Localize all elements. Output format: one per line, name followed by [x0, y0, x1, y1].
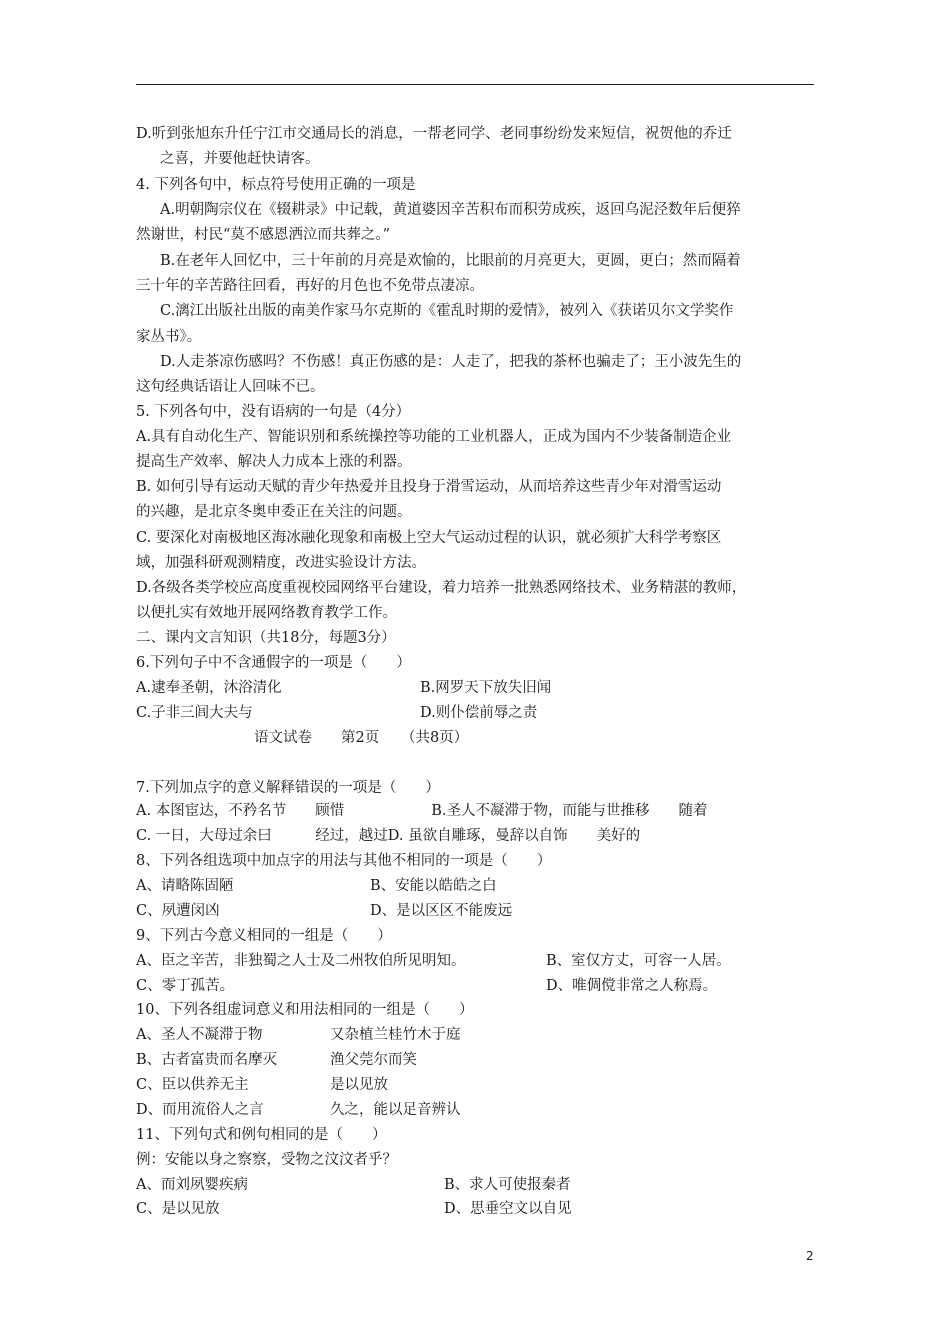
q9-option-b: B、室仅方丈，可容一人居。: [546, 953, 731, 969]
q6-option-d: D.则仆偿前辱之责: [420, 705, 538, 721]
q8-stem: 8、下列各组选项中加点字的用法与其他不相同的一项是（ ）: [136, 853, 552, 869]
q6-stem: 6.下列句子中不含通假字的一项是（ ）: [136, 655, 411, 671]
q5-option-d-line1: D.各级各类学校应高度重视校园网络平台建设，着力培养一批熟悉网络技术、业务精湛的教师，: [136, 580, 747, 596]
q4-option-a-line2: 然谢世，村民“莫不感恩洒泣而共葬之。”: [136, 227, 391, 243]
q5-option-c-line1: C. 要深化对南极地区海冰融化现象和南极上空大气运动过程的认识，就必须扩大科学考察区: [136, 530, 722, 546]
q4-option-b-line2: 三十年的辛苦路往回看，再好的月色也不免带点凄凉。: [136, 278, 484, 294]
q3-option-d-line1: D.听到张旭东升任宁江市交通局长的消息，一帮老同学、老同事纷纷发来短信，祝贺他的乔迁: [136, 126, 732, 142]
q4-option-b-line1: B.在老年人回忆中，三十年前的月亮是欢愉的，比眼前的月亮更大，更圆，更白；然而隔着: [160, 253, 741, 269]
header-rule: [136, 84, 814, 85]
q4-option-c-line2: 家丛书》。: [136, 329, 202, 345]
q8-option-b: B、安能以皓皓之白: [370, 878, 497, 894]
q4-option-c-line1: C.漓江出版社出版的南美作家马尔克斯的《霍乱时期的爱情》，被列入《获诺贝尔文学奖作: [160, 303, 734, 319]
q10-option-a-right: 又杂植兰桂竹木于庭: [330, 1027, 461, 1043]
page-number: 2: [806, 1249, 814, 1263]
q7-stem: 7.下列加点字的意义解释错误的一项是（ ）: [136, 780, 440, 796]
q10-option-a-left: A、圣人不凝滞于物: [136, 1027, 263, 1043]
q11-example: 例：安能以身之察察，受物之汶汶者乎？: [136, 1152, 397, 1168]
q11-option-c: C、是以见放: [136, 1201, 220, 1217]
q10-option-b-left: B、古者富贵而名摩灭: [136, 1052, 278, 1068]
q10-option-d-right: 久之，能以足音辨认: [330, 1102, 461, 1118]
q5-option-d-line2: 以便扎实有效地开展网络教育教学工作。: [136, 605, 397, 621]
q8-option-a: A、请略陈固陋: [136, 878, 234, 894]
q5-option-c-line2: 域，加强科研观测精度，改进实验设计方法。: [136, 555, 426, 571]
q4-option-d-line1: D.人走茶凉伤感吗？不伤感！真正伤感的是：人走了，把我的茶杯也骗走了；王小波先生的: [160, 354, 742, 370]
q11-option-a: A、而刘夙婴疾病: [136, 1177, 248, 1193]
q8-option-d: D、是以区区不能废远: [370, 903, 513, 919]
q8-option-c: C、夙遭闵凶: [136, 903, 220, 919]
q4-option-d-line2: 这句经典话语让人回味不已。: [136, 379, 325, 395]
q7-options-row1: A. 本图宦达，不矜名节 顾惜 B.圣人不凝滞于物，而能与世推移 随着: [136, 803, 708, 819]
q11-option-b: B、求人可使报秦者: [444, 1177, 571, 1193]
q10-option-c-right: 是以见放: [330, 1077, 388, 1093]
q9-option-a: A、臣之辛苦，非独蜀之人士及二州牧伯所见明知。: [136, 953, 466, 969]
q4-stem: 4. 下列各句中，标点符号使用正确的一项是: [136, 177, 416, 193]
q3-option-d-line2: 之喜，并要他赶快请客。: [160, 151, 320, 167]
section-2-heading: 二、课内文言知识（共18分，每题3分）: [136, 630, 396, 646]
q11-stem: 11、下列句式和例句相同的是（ ）: [136, 1127, 387, 1143]
q11-option-d: D、思垂空文以自见: [444, 1201, 572, 1217]
q6-option-b: B.网罗天下放失旧闻: [420, 680, 552, 696]
q6-option-c: C.子非三闾大夫与: [136, 705, 253, 721]
q7-options-row2: C. 一日，大母过余曰 经过，越过D. 虽欲自雕琢，曼辞以自饰 美好的: [136, 828, 641, 844]
q9-stem: 9、下列古今意义相同的一组是（ ）: [136, 928, 392, 944]
q9-option-d: D、唯倜傥非常之人称焉。: [546, 978, 718, 994]
q4-option-a-line1: A.明朝陶宗仪在《辍耕录》中记载，黄道婆因辛苦积布而积劳成疾，返回乌泥泾数年后便猝: [160, 202, 741, 218]
q5-option-a-line2: 提高生产效率、解决人力成本上涨的利器。: [136, 454, 412, 470]
q5-option-a-line1: A.具有自动化生产、智能识别和系统操控等功能的工业机器人，正成为国内不少装备制造企业: [136, 429, 732, 445]
q10-stem: 10、下列各组虚词意义和用法相同的一组是（ ）: [136, 1002, 474, 1018]
page-footer: 语文试卷 第2页 （共8页）: [254, 730, 469, 746]
q9-option-c: C、零丁孤苦。: [136, 978, 235, 994]
q6-option-a: A.逮奉圣朝，沐浴清化: [136, 680, 282, 696]
q5-stem: 5. 下列各句中，没有语病的一句是（4分）: [136, 404, 411, 420]
q5-option-b-line2: 的兴趣，是北京冬奥申委正在关注的问题。: [136, 504, 412, 520]
q10-option-b-right: 渔父莞尔而笑: [330, 1052, 417, 1068]
q5-option-b-line1: B. 如何引导有运动天赋的青少年热爱并且投身于滑雪运动，从而培养这些青少年对滑雪运动: [136, 479, 722, 495]
q10-option-d-left: D、而用流俗人之言: [136, 1102, 264, 1118]
q10-option-c-left: C、臣以供养无主: [136, 1077, 249, 1093]
